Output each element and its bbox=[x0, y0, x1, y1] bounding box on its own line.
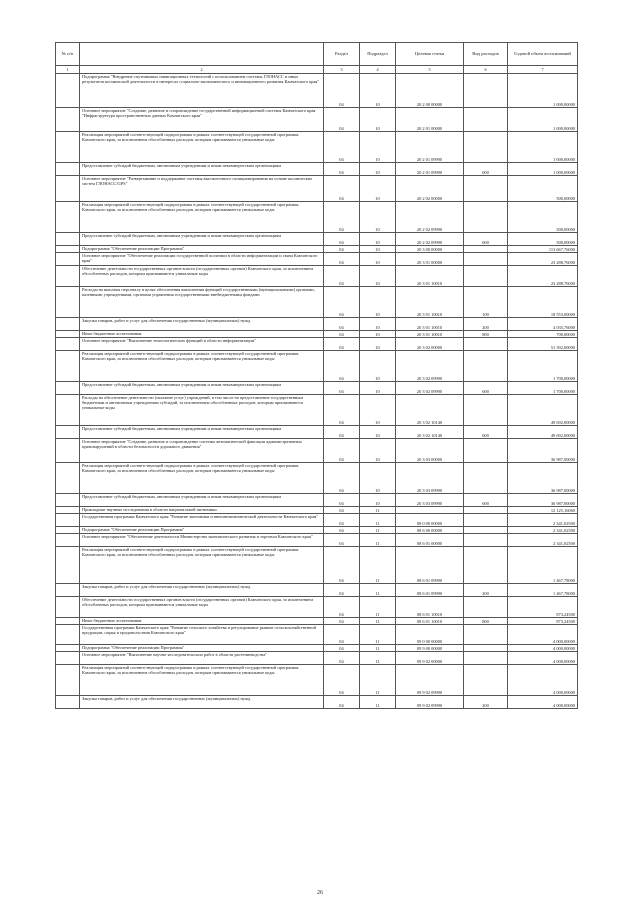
row-razdel: 04 bbox=[324, 163, 360, 176]
row-podrazdel: 10 bbox=[360, 266, 396, 287]
row-vid: 800 bbox=[464, 618, 508, 625]
row-statya: 09 9 00 00000 bbox=[396, 645, 464, 652]
row-number bbox=[56, 547, 80, 584]
row-podrazdel: 11 bbox=[360, 618, 396, 625]
row-podrazdel: 10 bbox=[360, 351, 396, 382]
row-number bbox=[56, 514, 80, 527]
row-podrazdel: 11 bbox=[360, 527, 396, 534]
row-razdel: 04 bbox=[324, 439, 360, 463]
row-name: Основное мероприятие "Обеспечение реализации государственной политики в области информатизации и связи Камчатского края" bbox=[80, 253, 324, 266]
row-vid bbox=[464, 547, 508, 584]
row-number bbox=[56, 266, 80, 287]
column-number: 6 bbox=[464, 66, 508, 74]
row-razdel: 04 bbox=[324, 287, 360, 318]
row-razdel: 04 bbox=[324, 426, 360, 439]
row-vid: 600 bbox=[464, 233, 508, 246]
row-number bbox=[56, 318, 80, 331]
row-name: Подпрограмма "Внедрение спутниковых навигационных технологий с использованием системы ГЛОНАСС и иных результатов космической деятельности в интересах социально-экономического и инновационного развития Камчатского края" bbox=[80, 74, 324, 108]
row-podrazdel: 10 bbox=[360, 163, 396, 176]
row-vid bbox=[464, 463, 508, 494]
row-statya: 20 3 02 00000 bbox=[396, 338, 464, 351]
row-podrazdel: 11 bbox=[360, 507, 396, 514]
row-vid: 600 bbox=[464, 426, 508, 439]
table-row bbox=[56, 584, 578, 597]
row-vid bbox=[464, 266, 508, 287]
row-name: Подпрограмма "Обеспечение реализации Программы" bbox=[80, 527, 324, 534]
row-vid bbox=[464, 132, 508, 163]
row-amount: 113 667,76000 bbox=[508, 246, 578, 253]
table-row bbox=[56, 176, 578, 202]
row-amount: 873,24500 bbox=[508, 597, 578, 618]
row-number bbox=[56, 597, 80, 618]
header-vid: Вид расходов bbox=[464, 43, 508, 66]
row-vid bbox=[464, 645, 508, 652]
row-number bbox=[56, 652, 80, 665]
row-podrazdel: 11 bbox=[360, 547, 396, 584]
row-statya: 20 3 01 10010 bbox=[396, 318, 464, 331]
row-amount: 49 692,00000 bbox=[508, 426, 578, 439]
row-razdel: 04 bbox=[324, 331, 360, 338]
row-name: Основное мероприятие "Обеспечение деятельности Министерства экономического развития и торговли Камчатского края" bbox=[80, 534, 324, 547]
row-amount: 4 000,00000 bbox=[508, 645, 578, 652]
row-name: Реализация мероприятий соответствующей подпрограммы в рамках соответствующей государственной программы Камчатского края, за исключением обособленных расходов, которым присваиваются уникальные коды bbox=[80, 132, 324, 163]
row-razdel: 04 bbox=[324, 514, 360, 527]
row-statya: 20 3 02 10140 bbox=[396, 395, 464, 426]
table-row bbox=[56, 202, 578, 233]
row-statya: 08 6 01 10010 bbox=[396, 597, 464, 618]
row-amount: 1 000,00000 bbox=[508, 132, 578, 163]
row-statya: 20 3 03 00000 bbox=[396, 439, 464, 463]
row-number bbox=[56, 176, 80, 202]
row-podrazdel: 11 bbox=[360, 597, 396, 618]
row-number bbox=[56, 338, 80, 351]
row-podrazdel: 10 bbox=[360, 439, 396, 463]
row-vid: 600 bbox=[464, 382, 508, 395]
row-number bbox=[56, 108, 80, 132]
row-number bbox=[56, 534, 80, 547]
table-row bbox=[56, 439, 578, 463]
row-podrazdel: 11 bbox=[360, 652, 396, 665]
row-podrazdel: 10 bbox=[360, 253, 396, 266]
row-statya: 09 9 02 09990 bbox=[396, 696, 464, 709]
row-podrazdel: 10 bbox=[360, 108, 396, 132]
table-row bbox=[56, 618, 578, 625]
column-number-row bbox=[56, 66, 578, 74]
row-vid: 200 bbox=[464, 584, 508, 597]
row-statya bbox=[396, 507, 464, 514]
row-razdel: 04 bbox=[324, 108, 360, 132]
header-statya: Целевая статья bbox=[396, 43, 464, 66]
row-vid bbox=[464, 534, 508, 547]
row-name: Закупка товаров, работ и услуг для обеспечения государственных (муниципальных) нужд bbox=[80, 318, 324, 331]
row-podrazdel: 10 bbox=[360, 202, 396, 233]
table-row bbox=[56, 108, 578, 132]
row-razdel: 04 bbox=[324, 463, 360, 494]
row-podrazdel: 10 bbox=[360, 74, 396, 108]
row-name: Подпрограмма "Обеспечение реализации Программы" bbox=[80, 246, 324, 253]
row-statya: 20 2 01 00000 bbox=[396, 108, 464, 132]
row-name: Подпрограмма "Обеспечение реализации Программы" bbox=[80, 645, 324, 652]
row-razdel: 04 bbox=[324, 625, 360, 645]
table-row bbox=[56, 534, 578, 547]
row-razdel: 04 bbox=[324, 652, 360, 665]
row-number bbox=[56, 426, 80, 439]
row-name: Расходы на обеспечение деятельности (оказание услуг) учреждений, в том числе на предоставление государственным бюджетным и автономным учреждениям субсидий, за исключением обособленных расходов, которым присваиваются уникальные коды bbox=[80, 395, 324, 426]
row-statya: 20 2 02 09990 bbox=[396, 233, 464, 246]
row-number bbox=[56, 202, 80, 233]
row-name: Предоставление субсидий бюджетным, автономным учреждениям и иным некоммерческим организациям bbox=[80, 426, 324, 439]
row-podrazdel: 10 bbox=[360, 382, 396, 395]
row-statya: 20 3 03 09990 bbox=[396, 494, 464, 507]
budget-table bbox=[55, 42, 578, 709]
row-vid bbox=[464, 665, 508, 696]
row-number bbox=[56, 584, 80, 597]
row-razdel: 04 bbox=[324, 534, 360, 547]
table-row bbox=[56, 253, 578, 266]
row-name: Государственная программа Камчатского края "Развитие экономики и внешнеэкономической деятельности Камчатского края" bbox=[80, 514, 324, 527]
row-number bbox=[56, 439, 80, 463]
row-razdel: 04 bbox=[324, 253, 360, 266]
column-number: 7 bbox=[508, 66, 578, 74]
row-podrazdel: 10 bbox=[360, 494, 396, 507]
table-row bbox=[56, 338, 578, 351]
row-statya: 20 3 01 10010 bbox=[396, 331, 464, 338]
row-number bbox=[56, 494, 80, 507]
table-row bbox=[56, 507, 578, 514]
row-number bbox=[56, 645, 80, 652]
row-vid bbox=[464, 108, 508, 132]
row-vid bbox=[464, 514, 508, 527]
row-name: Иные бюджетные ассигнования bbox=[80, 618, 324, 625]
row-vid: 800 bbox=[464, 331, 508, 338]
row-vid bbox=[464, 246, 508, 253]
row-amount: 1 467,78000 bbox=[508, 547, 578, 584]
row-statya: 20 2 02 00000 bbox=[396, 176, 464, 202]
row-podrazdel: 11 bbox=[360, 665, 396, 696]
row-amount: 4 000,00000 bbox=[508, 665, 578, 696]
row-amount: 1 000,00000 bbox=[508, 163, 578, 176]
row-name: Прикладные научные исследования в области национальной экономики bbox=[80, 507, 324, 514]
header-row bbox=[56, 43, 578, 66]
row-vid bbox=[464, 597, 508, 618]
row-podrazdel: 10 bbox=[360, 338, 396, 351]
table-row bbox=[56, 318, 578, 331]
row-vid bbox=[464, 74, 508, 108]
row-name: Основное мероприятие "Выполнение научно-исследовательских работ в области растениеводства" bbox=[80, 652, 324, 665]
row-statya: 20 3 01 10010 bbox=[396, 266, 464, 287]
row-amount: 4 000,00000 bbox=[508, 696, 578, 709]
row-vid bbox=[464, 507, 508, 514]
table-row bbox=[56, 331, 578, 338]
row-vid bbox=[464, 176, 508, 202]
row-amount: 23 288,76000 bbox=[508, 253, 578, 266]
row-statya: 20 3 02 10140 bbox=[396, 426, 464, 439]
row-number bbox=[56, 287, 80, 318]
header-podrazdel: Подраздел bbox=[360, 43, 396, 66]
row-statya: 08 6 01 00000 bbox=[396, 534, 464, 547]
table-row bbox=[56, 625, 578, 645]
row-number bbox=[56, 331, 80, 338]
row-podrazdel: 11 bbox=[360, 514, 396, 527]
row-podrazdel: 10 bbox=[360, 426, 396, 439]
row-razdel: 04 bbox=[324, 246, 360, 253]
row-razdel: 04 bbox=[324, 527, 360, 534]
row-statya: 09 9 02 00000 bbox=[396, 652, 464, 665]
row-number bbox=[56, 625, 80, 645]
row-name: Реализация мероприятий соответствующей подпрограммы в рамках соответствующей государственной программы Камчатского края, за исключением обособленных расходов, которым присваиваются уникальные коды bbox=[80, 547, 324, 584]
row-vid bbox=[464, 652, 508, 665]
row-razdel: 04 bbox=[324, 266, 360, 287]
row-amount: 51 392,00000 bbox=[508, 338, 578, 351]
row-razdel: 04 bbox=[324, 351, 360, 382]
row-amount: 4 000,00000 bbox=[508, 625, 578, 645]
row-number bbox=[56, 665, 80, 696]
row-statya: 09 0 00 00000 bbox=[396, 625, 464, 645]
row-amount: 1 700,00000 bbox=[508, 382, 578, 395]
row-name: Основное мероприятие "Создание, развитие и сопровождение системы автоматической фиксации административных правонарушений в области безопасности дорожного движения" bbox=[80, 439, 324, 463]
row-podrazdel: 10 bbox=[360, 176, 396, 202]
table-row bbox=[56, 246, 578, 253]
row-statya: 20 3 01 00000 bbox=[396, 253, 464, 266]
row-number bbox=[56, 618, 80, 625]
row-number bbox=[56, 132, 80, 163]
row-number bbox=[56, 351, 80, 382]
row-vid: 600 bbox=[464, 494, 508, 507]
table-row bbox=[56, 74, 578, 108]
table-row bbox=[56, 514, 578, 527]
row-razdel: 04 bbox=[324, 618, 360, 625]
row-number bbox=[56, 463, 80, 494]
row-podrazdel: 11 bbox=[360, 534, 396, 547]
row-razdel: 04 bbox=[324, 645, 360, 652]
row-amount: 36 987,00000 bbox=[508, 439, 578, 463]
row-vid bbox=[464, 338, 508, 351]
row-statya: 08 6 01 10010 bbox=[396, 618, 464, 625]
row-statya: 08 6 01 09990 bbox=[396, 584, 464, 597]
row-razdel: 04 bbox=[324, 318, 360, 331]
row-statya: 20 3 02 09990 bbox=[396, 351, 464, 382]
column-number: 2 bbox=[80, 66, 324, 74]
row-vid bbox=[464, 202, 508, 233]
row-name: Предоставление субсидий бюджетным, автономным учреждениям и иным некоммерческим организациям bbox=[80, 163, 324, 176]
row-podrazdel: 10 bbox=[360, 132, 396, 163]
header-amount: Годовой объем ассигнований bbox=[508, 43, 578, 66]
row-razdel: 04 bbox=[324, 395, 360, 426]
row-name: Иные бюджетные ассигнования bbox=[80, 331, 324, 338]
row-vid bbox=[464, 527, 508, 534]
row-amount: 12 125,16060 bbox=[508, 507, 578, 514]
row-statya: 20 2 00 00000 bbox=[396, 74, 464, 108]
row-podrazdel: 10 bbox=[360, 395, 396, 426]
row-razdel: 04 bbox=[324, 176, 360, 202]
header-razdel: Раздел bbox=[324, 43, 360, 66]
row-razdel: 04 bbox=[324, 494, 360, 507]
row-name: Предоставление субсидий бюджетным, автономным учреждениям и иным некоммерческим организациям bbox=[80, 494, 324, 507]
table-row bbox=[56, 645, 578, 652]
budget-sheet bbox=[55, 42, 577, 709]
row-statya: 20 3 00 00000 bbox=[396, 246, 464, 253]
row-statya: 08 6 00 00000 bbox=[396, 527, 464, 534]
row-vid bbox=[464, 351, 508, 382]
header-num: № п/п bbox=[56, 43, 80, 66]
row-name: Предоставление субсидий бюджетным, автономным учреждениям и иным некоммерческим организациям bbox=[80, 233, 324, 246]
row-number bbox=[56, 395, 80, 426]
column-number: 5 bbox=[396, 66, 464, 74]
row-statya: 08 0 00 00000 bbox=[396, 514, 464, 527]
row-name: Реализация мероприятий соответствующей подпрограммы в рамках соответствующей государственной программы Камчатского края, за исключением обособленных расходов, которым присваиваются уникальные коды bbox=[80, 463, 324, 494]
row-name: Предоставление субсидий бюджетным, автономным учреждениям и иным некоммерческим организациям bbox=[80, 382, 324, 395]
table-row bbox=[56, 547, 578, 584]
table-row bbox=[56, 382, 578, 395]
row-razdel: 04 bbox=[324, 202, 360, 233]
table-row bbox=[56, 163, 578, 176]
row-razdel: 04 bbox=[324, 696, 360, 709]
row-amount: 2 341,02500 bbox=[508, 514, 578, 527]
row-number bbox=[56, 253, 80, 266]
table-row bbox=[56, 351, 578, 382]
row-number bbox=[56, 246, 80, 253]
row-name: Закупка товаров, работ и услуг для обеспечения государственных (муниципальных) нужд bbox=[80, 696, 324, 709]
row-number bbox=[56, 233, 80, 246]
row-razdel: 04 bbox=[324, 584, 360, 597]
row-podrazdel: 11 bbox=[360, 696, 396, 709]
row-vid bbox=[464, 439, 508, 463]
row-statya: 20 2 01 09990 bbox=[396, 163, 464, 176]
row-amount: 23 288,76000 bbox=[508, 266, 578, 287]
column-number: 1 bbox=[56, 66, 80, 74]
row-amount: 500,00000 bbox=[508, 202, 578, 233]
row-amount: 1 467,78000 bbox=[508, 584, 578, 597]
row-razdel: 04 bbox=[324, 233, 360, 246]
row-razdel: 04 bbox=[324, 547, 360, 584]
row-razdel: 04 bbox=[324, 338, 360, 351]
row-vid: 200 bbox=[464, 696, 508, 709]
column-number: 3 bbox=[324, 66, 360, 74]
row-amount: 18 553,00000 bbox=[508, 287, 578, 318]
row-razdel: 04 bbox=[324, 74, 360, 108]
row-amount: 4 000,00000 bbox=[508, 652, 578, 665]
row-podrazdel: 10 bbox=[360, 331, 396, 338]
row-amount: 1 000,00000 bbox=[508, 74, 578, 108]
row-podrazdel: 11 bbox=[360, 645, 396, 652]
table-row bbox=[56, 652, 578, 665]
row-name: Закупка товаров, работ и услуг для обеспечения государственных (муниципальных) нужд bbox=[80, 584, 324, 597]
row-name: Государственная программа Камчатского края "Развитие сельского хозяйства и регулирование рынков сельскохозяйственной продукции, сырья и продовольствия Камчатского края" bbox=[80, 625, 324, 645]
table-row bbox=[56, 426, 578, 439]
row-name: Обеспечение деятельности государственных органов власти (государственных органов) Камчатского края, за исключением обособленных расходов, которым присваиваются уникальные коды bbox=[80, 597, 324, 618]
row-statya: 20 3 01 10010 bbox=[396, 287, 464, 318]
row-name: Реализация мероприятий соответствующей подпрограммы в рамках соответствующей государственной программы Камчатского края, за исключением обособленных расходов, которым присваиваются уникальные коды bbox=[80, 351, 324, 382]
row-vid: 600 bbox=[464, 163, 508, 176]
row-statya: 20 2 02 09990 bbox=[396, 202, 464, 233]
row-name: Реализация мероприятий соответствующей подпрограммы в рамках соответствующей государственной программы Камчатского края, за исключением обособленных расходов, которым присваиваются уникальные коды bbox=[80, 665, 324, 696]
table-row bbox=[56, 395, 578, 426]
row-statya: 20 2 01 09990 bbox=[396, 132, 464, 163]
row-name: Основное мероприятие "Выполнение технологических функций в области информатизации" bbox=[80, 338, 324, 351]
row-amount: 1 000,00000 bbox=[508, 108, 578, 132]
page-number: 26 bbox=[317, 890, 323, 896]
table-row bbox=[56, 132, 578, 163]
row-podrazdel: 10 bbox=[360, 318, 396, 331]
row-number bbox=[56, 527, 80, 534]
row-amount: 700,00000 bbox=[508, 331, 578, 338]
row-amount: 2 341,02500 bbox=[508, 534, 578, 547]
table-row bbox=[56, 266, 578, 287]
table-row bbox=[56, 463, 578, 494]
row-number bbox=[56, 74, 80, 108]
row-name: Расходы на выплаты персоналу в целях обеспечения выполнения функций государственными (муниципальными) органами, казенными учреждениями, органами управления государственными внебюджетными фондами bbox=[80, 287, 324, 318]
row-amount: 36 987,00000 bbox=[508, 463, 578, 494]
row-podrazdel: 10 bbox=[360, 233, 396, 246]
row-name: Основное мероприятие "Развертывание и поддержание системы высокоточного позиционирования на основе космических систем ГЛОНАСС/GPS" bbox=[80, 176, 324, 202]
row-amount: 500,00000 bbox=[508, 233, 578, 246]
row-statya: 20 3 02 09990 bbox=[396, 382, 464, 395]
table-row bbox=[56, 494, 578, 507]
row-amount: 873,24500 bbox=[508, 618, 578, 625]
table-row bbox=[56, 287, 578, 318]
row-vid bbox=[464, 253, 508, 266]
row-razdel: 04 bbox=[324, 382, 360, 395]
row-razdel: 04 bbox=[324, 597, 360, 618]
row-number bbox=[56, 696, 80, 709]
row-razdel: 04 bbox=[324, 665, 360, 696]
header-name bbox=[80, 43, 324, 66]
row-amount: 36 987,00000 bbox=[508, 494, 578, 507]
row-razdel: 04 bbox=[324, 507, 360, 514]
row-vid bbox=[464, 395, 508, 426]
row-statya: 08 6 01 09990 bbox=[396, 547, 464, 584]
row-podrazdel: 11 bbox=[360, 625, 396, 645]
table-body bbox=[56, 74, 578, 709]
table-row bbox=[56, 665, 578, 696]
row-podrazdel: 10 bbox=[360, 463, 396, 494]
row-vid: 100 bbox=[464, 287, 508, 318]
row-amount: 49 692,00000 bbox=[508, 395, 578, 426]
row-podrazdel: 10 bbox=[360, 287, 396, 318]
column-number: 4 bbox=[360, 66, 396, 74]
row-amount: 4 035,76000 bbox=[508, 318, 578, 331]
row-name: Основное мероприятие "Создание, развитие и сопровождение государственной информационной системы Камчатского края "Инфраструктура пространственных данных Камчатского края" bbox=[80, 108, 324, 132]
table-row bbox=[56, 233, 578, 246]
row-vid: 200 bbox=[464, 318, 508, 331]
row-statya: 09 9 02 09990 bbox=[396, 665, 464, 696]
row-name: Обеспечение деятельности государственных органов власти (государственных органов) Камчатского края, за исключением обособленных расходов, которым присваиваются уникальные коды bbox=[80, 266, 324, 287]
row-name: Реализация мероприятий соответствующей подпрограммы в рамках соответствующей государственной программы Камчатского края, за исключением обособленных расходов, которым присваиваются уникальные коды bbox=[80, 202, 324, 233]
table-row bbox=[56, 597, 578, 618]
row-razdel: 04 bbox=[324, 132, 360, 163]
row-number bbox=[56, 507, 80, 514]
table-row bbox=[56, 527, 578, 534]
row-statya: 20 3 03 09990 bbox=[396, 463, 464, 494]
row-number bbox=[56, 382, 80, 395]
row-vid bbox=[464, 625, 508, 645]
row-amount: 1 700,00000 bbox=[508, 351, 578, 382]
table-row bbox=[56, 696, 578, 709]
row-amount: 500,00000 bbox=[508, 176, 578, 202]
row-podrazdel: 10 bbox=[360, 246, 396, 253]
row-amount: 2 341,02500 bbox=[508, 527, 578, 534]
row-podrazdel: 11 bbox=[360, 584, 396, 597]
row-number bbox=[56, 163, 80, 176]
